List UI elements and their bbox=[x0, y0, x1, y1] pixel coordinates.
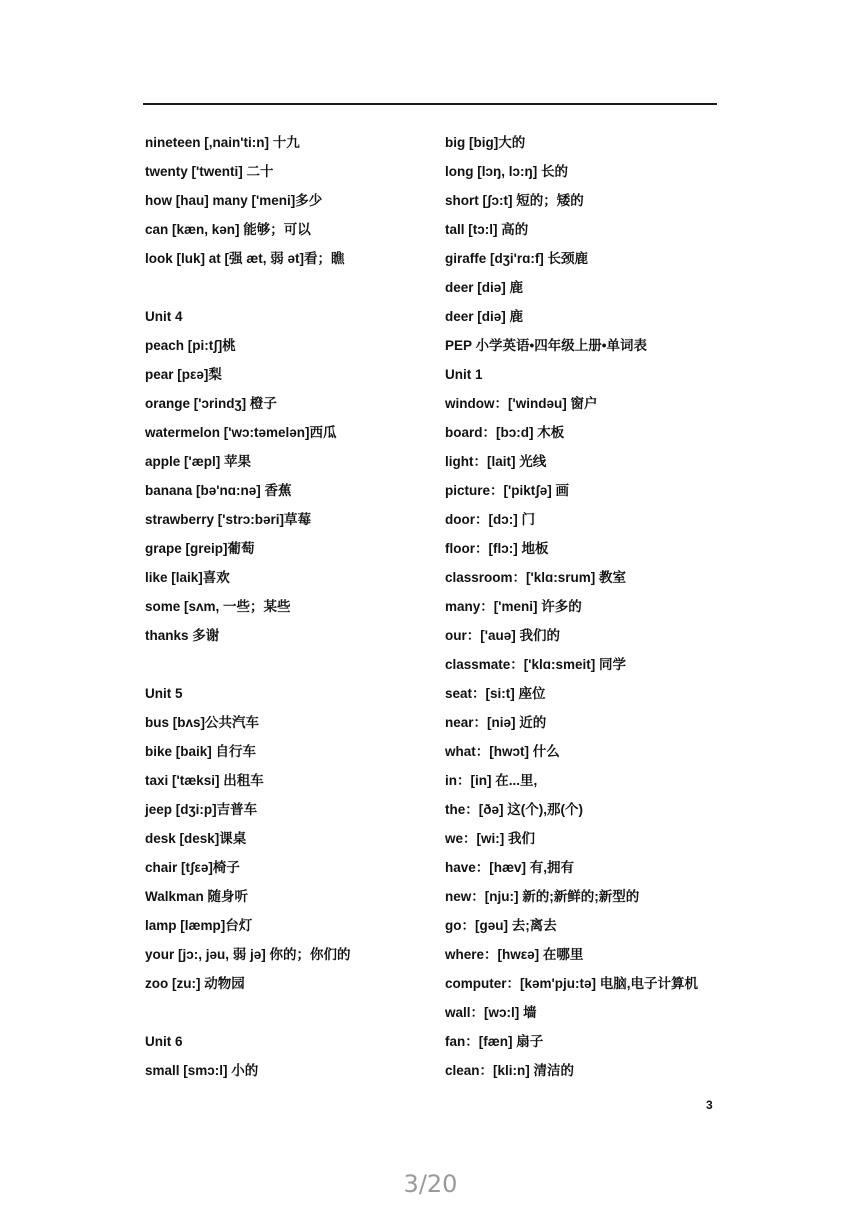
vocab-entry: banana [bə'nɑ:nə] 香蕉 bbox=[145, 483, 292, 498]
vocab-entry: jeep [dʒi:p]吉普车 bbox=[145, 802, 258, 817]
vocab-entry: desk [desk]课桌 bbox=[145, 831, 247, 846]
vocab-entry: wall：[wɔ:l] 墙 bbox=[445, 1005, 537, 1020]
spacer bbox=[145, 650, 351, 679]
vocab-entry: we：[wi:] 我们 bbox=[445, 831, 535, 846]
vocab-entry: small [smɔ:l] 小的 bbox=[145, 1063, 259, 1078]
section-heading: Unit 5 bbox=[145, 686, 183, 701]
vocab-entry: nineteen [,nain'ti:n] 十九 bbox=[145, 135, 300, 150]
vocab-entry: window：['windəu] 窗户 bbox=[445, 396, 598, 411]
left-column bbox=[145, 128, 351, 1085]
vocab-entry: computer：[kəm'pju:tə] 电脑,电子计算机 bbox=[445, 976, 698, 991]
vocab-entry: door：[dɔ:] 门 bbox=[445, 512, 535, 527]
vocab-entry: floor：[flɔ:] 地板 bbox=[445, 541, 549, 556]
spacer bbox=[145, 998, 351, 1027]
vocab-entry: new：[nju:] 新的;新鲜的;新型的 bbox=[445, 889, 640, 904]
vocab-entry: have：[hæv] 有,拥有 bbox=[445, 860, 575, 875]
vocab-entry: look [luk] at [强 æt, 弱 ət]看；瞧 bbox=[145, 251, 345, 266]
vocab-entry: your [jɔ:, jəu, 弱 jə] 你的；你们的 bbox=[145, 947, 351, 962]
vocab-entry: clean：[kli:n] 清洁的 bbox=[445, 1063, 575, 1078]
vocab-entry: bike [baik] 自行车 bbox=[145, 744, 257, 759]
section-heading: Unit 6 bbox=[145, 1034, 183, 1049]
vocab-entry: how [hau] many ['meni]多少 bbox=[145, 193, 323, 208]
vocab-entry: lamp [læmp]台灯 bbox=[145, 918, 253, 933]
section-heading: Unit 4 bbox=[145, 309, 183, 324]
vocab-entry: where：[hwεə] 在哪里 bbox=[445, 947, 584, 962]
vocab-entry: classmate：['klɑ:smeit] 同学 bbox=[445, 657, 627, 672]
vocab-entry: bus [bʌs]公共汽车 bbox=[145, 715, 260, 730]
vocab-entry: classroom：['klɑ:srum] 教室 bbox=[445, 570, 626, 585]
vocab-entry: in：[in] 在...里, bbox=[445, 773, 538, 788]
vocab-entry: board：[bɔ:d] 木板 bbox=[445, 425, 565, 440]
vocab-entry: what：[hwɔt] 什么 bbox=[445, 744, 560, 759]
vocab-entry: the：[ðə] 这(个),那(个) bbox=[445, 802, 583, 817]
vocab-entry: long [lɔŋ, lɔ:ŋ] 长的 bbox=[445, 164, 568, 179]
page-number: 3 bbox=[706, 1098, 713, 1112]
vocab-entry: orange ['ɔrindʒ] 橙子 bbox=[145, 396, 277, 411]
vocab-entry: chair [tʃεə]椅子 bbox=[145, 860, 240, 875]
vocab-entry: watermelon ['wɔ:təmelən]西瓜 bbox=[145, 425, 337, 440]
vocab-entry: peach [pi:tʃ]桃 bbox=[145, 338, 236, 353]
viewer-page-indicator[interactable]: 3/20 bbox=[403, 1170, 458, 1198]
vocab-entry: twenty ['twenti] 二十 bbox=[145, 164, 274, 179]
vocab-entry: near：[niə] 近的 bbox=[445, 715, 547, 730]
vocab-entry: grape [greip]葡萄 bbox=[145, 541, 255, 556]
vocab-entry: apple ['æpl] 苹果 bbox=[145, 454, 251, 469]
vocab-entry: taxi ['tæksi] 出租车 bbox=[145, 773, 264, 788]
vocab-entry: zoo [zu:] 动物园 bbox=[145, 976, 245, 991]
spacer bbox=[145, 273, 351, 302]
vocab-entry: some [sʌm, 一些；某些 bbox=[145, 599, 291, 614]
vocab-entry: deer [diə] 鹿 bbox=[445, 309, 524, 324]
vocab-entry: picture：['piktʃə] 画 bbox=[445, 483, 569, 498]
section-heading: PEP 小学英语•四年级上册•单词表 bbox=[445, 338, 647, 353]
section-heading: Unit 1 bbox=[445, 367, 483, 382]
vocab-entry: many：['meni] 许多的 bbox=[445, 599, 582, 614]
right-column bbox=[445, 128, 698, 1085]
vocab-entry: giraffe [dʒi'rɑ:f] 长颈鹿 bbox=[445, 251, 589, 266]
vocab-entry: like [laik]喜欢 bbox=[145, 570, 230, 585]
vocab-entry: can [kæn, kən] 能够；可以 bbox=[145, 222, 311, 237]
vocab-entry: go：[gəu] 去;离去 bbox=[445, 918, 557, 933]
vocab-entry: tall [tɔ:l] 高的 bbox=[445, 222, 529, 237]
vocab-entry: strawberry ['strɔ:bəri]草莓 bbox=[145, 512, 312, 527]
vocab-entry: deer [diə] 鹿 bbox=[445, 280, 524, 295]
vocab-entry: seat：[si:t] 座位 bbox=[445, 686, 546, 701]
vocab-entry: thanks 多谢 bbox=[145, 628, 220, 643]
vocab-entry: fan：[fæn] 扇子 bbox=[445, 1034, 544, 1049]
vocab-entry: short [ʃɔ:t] 短的；矮的 bbox=[445, 193, 584, 208]
vocab-entry: big [big]大的 bbox=[445, 135, 526, 150]
vocab-entry: our：['auə] 我们的 bbox=[445, 628, 560, 643]
vocab-entry: pear [pεə]梨 bbox=[145, 367, 222, 382]
vocab-entry: Walkman 随身听 bbox=[145, 889, 249, 904]
vocab-entry: light：[lait] 光线 bbox=[445, 454, 547, 469]
header-rule bbox=[143, 103, 717, 105]
